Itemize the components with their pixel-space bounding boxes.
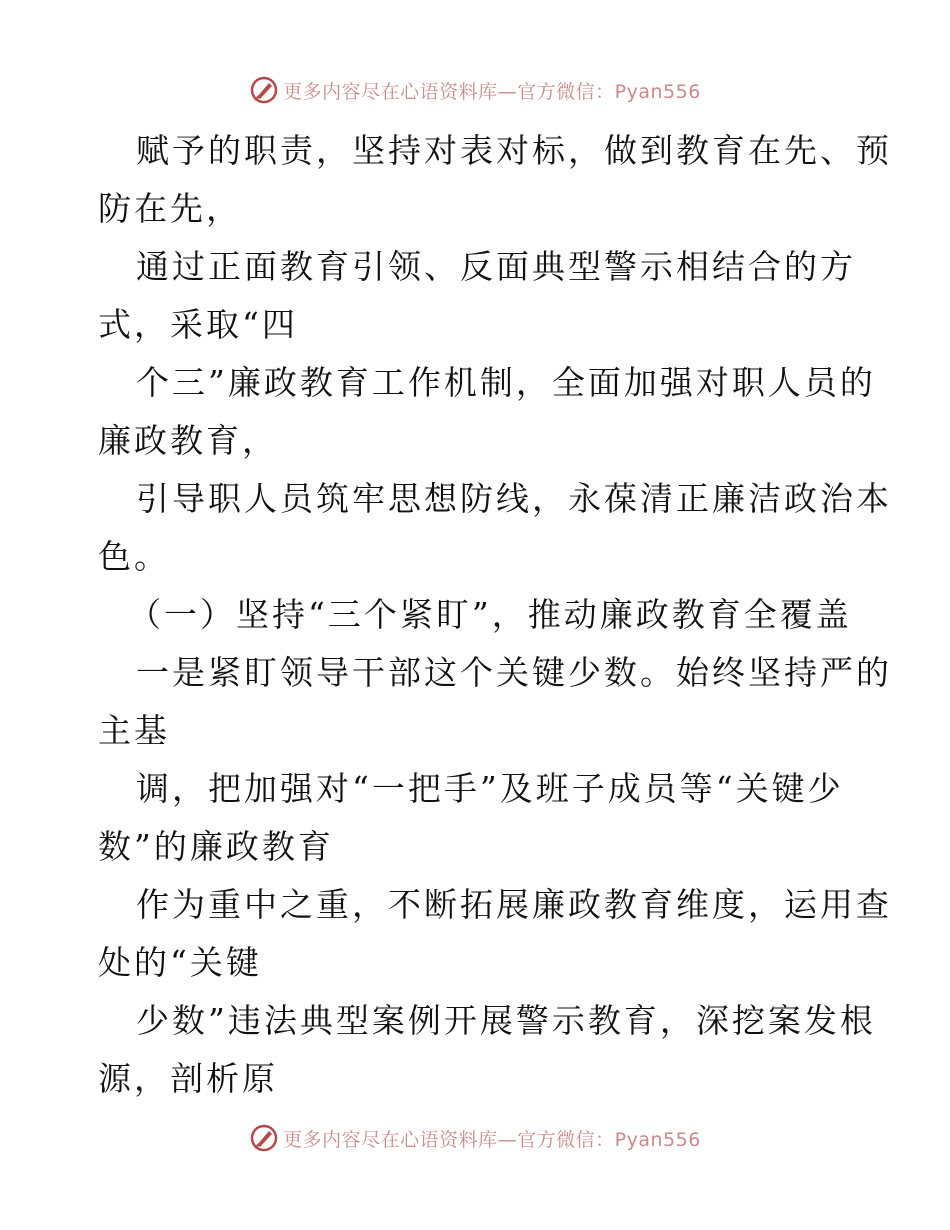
- body-line: 作为重中之重，不断拓展廉政教育维度，运用查: [136, 885, 892, 924]
- watermark-text: 更多内容尽在心语资料库—官方微信：Pyan556: [283, 80, 701, 103]
- body-line: 赋予的职责，坚持对表对标，做到教育在先、预: [136, 131, 892, 170]
- section-heading: （一）坚持“三个紧盯”，推动廉政教育全覆盖: [128, 595, 852, 634]
- body-line: 一是紧盯领导干部这个关键少数。始终坚持严的: [136, 653, 892, 692]
- body-line: 源，剖析原: [98, 1059, 278, 1098]
- body-line: 防在先，: [98, 189, 242, 228]
- body-line: 处的“关键: [98, 943, 262, 982]
- body-line: 主基: [98, 711, 170, 750]
- body-line: 廉政教育，: [98, 421, 278, 460]
- quill-logo-icon: [249, 75, 279, 105]
- footer-watermark: [0, 1118, 950, 1158]
- watermark-text: 更多内容尽在心语资料库—官方微信：Pyan556: [283, 1128, 701, 1151]
- body-line: 数”的廉政教育: [98, 827, 334, 866]
- body-line: 个三”廉政教育工作机制，全面加强对职人员的: [136, 363, 876, 402]
- quill-logo-icon: [249, 1123, 279, 1153]
- header-watermark: [0, 70, 950, 110]
- body-line: 式，采取“四: [98, 305, 298, 344]
- body-line: 通过正面教育引领、反面典型警示相结合的方: [136, 247, 856, 286]
- document-body: [98, 122, 892, 1108]
- body-line: 少数”违法典型案例开展警示教育，深挖案发根: [136, 1001, 876, 1040]
- body-line: 调，把加强对“一把手”及班子成员等“关键少: [136, 769, 844, 808]
- body-line: 引导职人员筑牢思想防线，永葆清正廉洁政治本: [136, 479, 892, 518]
- body-line: 色。: [98, 537, 170, 576]
